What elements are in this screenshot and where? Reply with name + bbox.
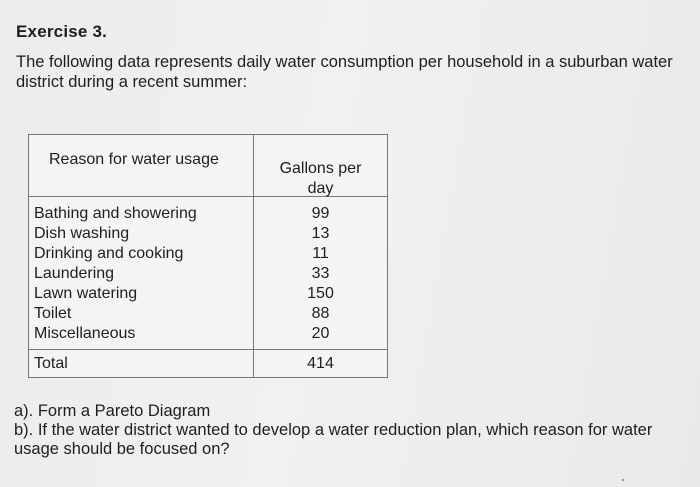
intro-paragraph: The following data represents daily water consumption per household in a suburban water district during a recent summer: [16,53,673,91]
table-row-reason: Bathing and showering [34,205,197,222]
table-row-gallons: 88 [311,305,330,322]
table-row-gallons: 11 [312,245,329,262]
table-row-reason: Toilet [34,305,72,322]
table-row-gallons: 20 [311,325,330,342]
header-gallons-line2: day [307,180,334,197]
total-value: 414 [307,355,334,372]
questions [14,402,684,459]
header-gallons [254,159,387,199]
table-row-reason: Dish washing [34,225,130,242]
table-row-gallons: 13 [311,225,330,242]
value-list [254,204,387,344]
question-b: b). If the water district wanted to develop a water reduction plan, which reason for water usage should be focused on? [14,421,653,458]
table-row-reason: Lawn watering [34,285,138,302]
table-row-reason: Laundering [34,265,115,282]
table-row-gallons: 150 [307,285,334,302]
table-row-reason: Drinking and cooking [34,245,184,262]
reason-list [34,204,197,344]
question-a: a). Form a Pareto Diagram [14,402,211,420]
header-gallons-line1: Gallons per [279,160,362,177]
water-usage-table [28,134,388,378]
exercise-title: Exercise 3. [16,22,108,41]
header-reason: Reason for water usage [49,151,219,168]
table-row-gallons: 33 [311,265,330,282]
total-divider [29,349,387,350]
table-row-reason: Miscellaneous [34,325,136,342]
table-row-gallons: 99 [311,205,330,222]
smudge-mark [622,479,624,481]
total-label: Total [34,355,68,372]
